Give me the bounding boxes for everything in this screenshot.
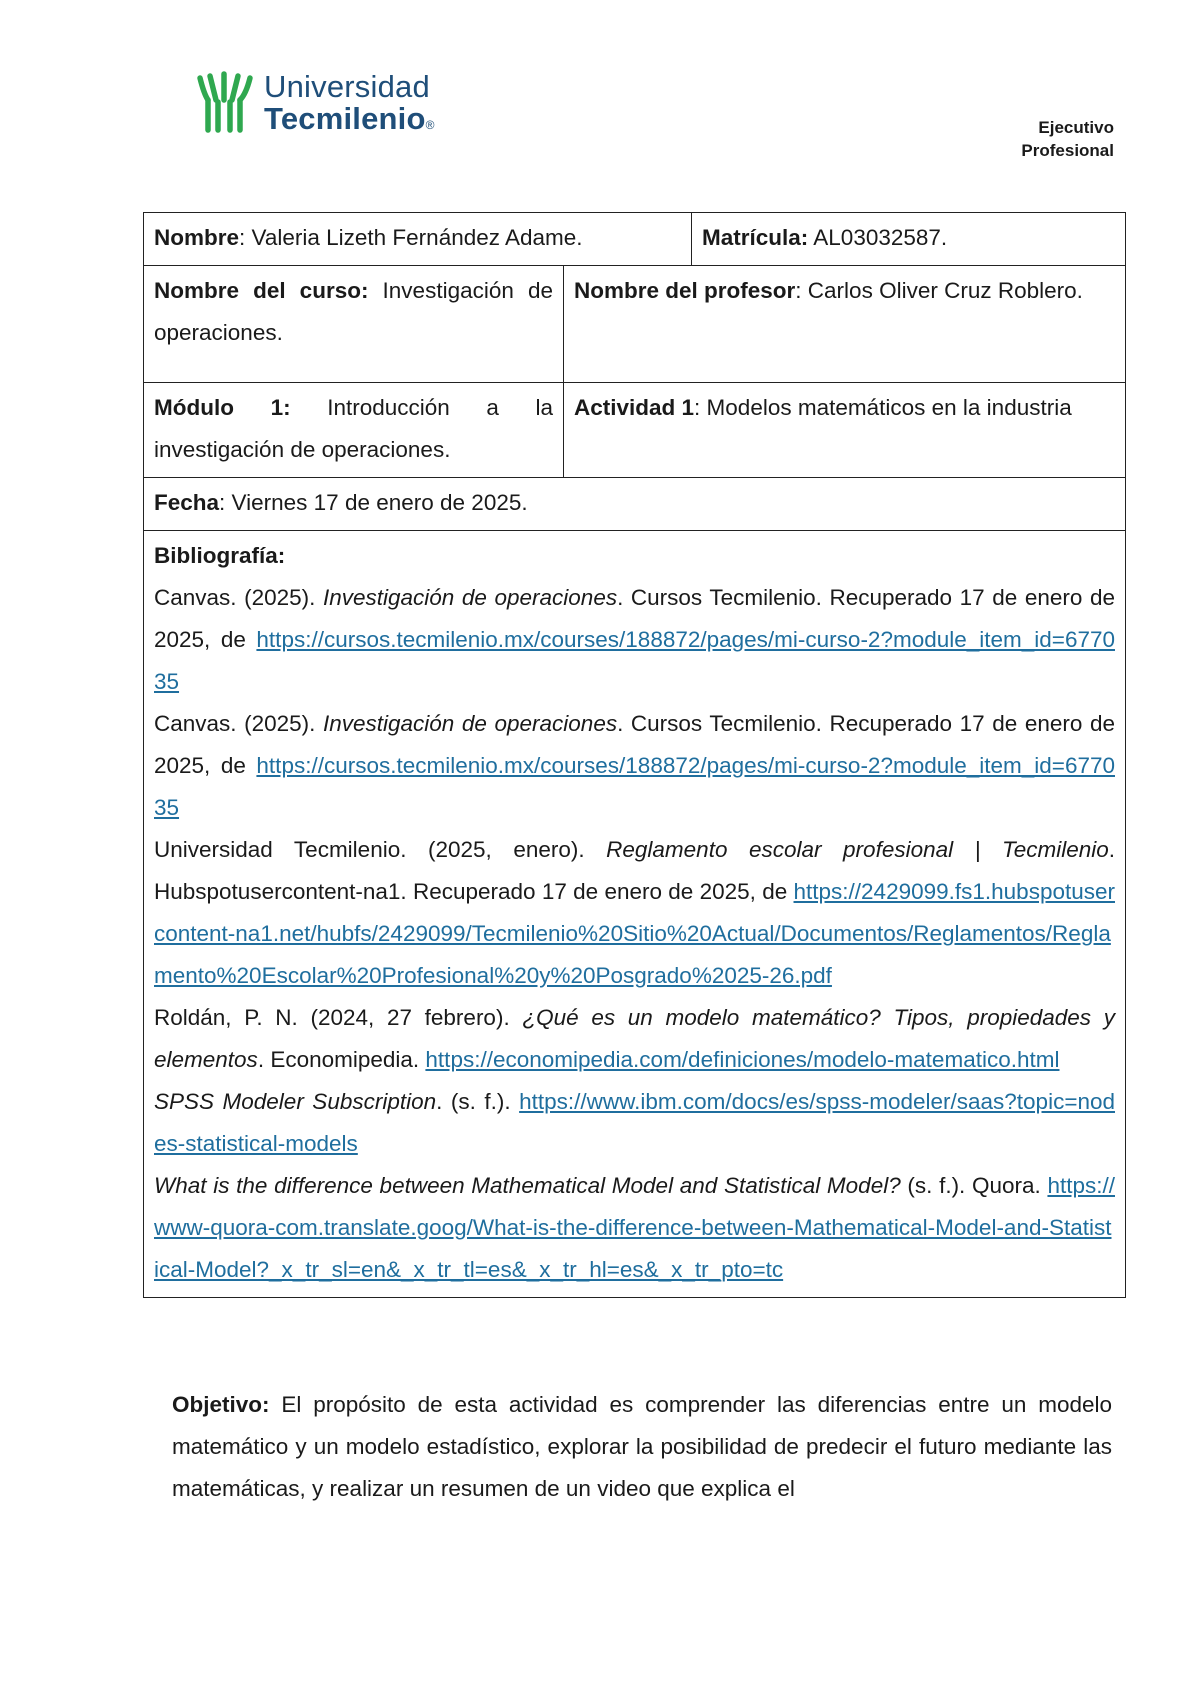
table-row xyxy=(144,383,1126,478)
objective-text: El propósito de esta actividad es comprender las diferencias entre un modelo matemático y un modelo estadístico, explorar la posibilidad de predecir el futuro mediante las matemáticas, y realizar un resumen de un video que explica el xyxy=(172,1392,1112,1501)
bibliography-entry xyxy=(154,577,1115,703)
program-line-1: Ejecutivo xyxy=(1038,118,1114,137)
logo-tecmilenio-text: Tecmilenio xyxy=(264,101,426,136)
bibliography-entry-title: What is the difference between Mathematical Model and Statistical Model? xyxy=(154,1173,901,1198)
bibliography-entry-prefix: Roldán, P. N. (2024, 27 febrero). xyxy=(154,1005,523,1030)
table-row xyxy=(144,266,1126,383)
bibliography-entry-source: . Economipedia. xyxy=(257,1047,426,1072)
bibliography-entry-title: ¿Qué es un modelo matemático? Tipos, propiedades y elementos xyxy=(154,1005,1115,1072)
bibliography-entry xyxy=(154,1081,1115,1165)
course-value: Investigación de operaciones. xyxy=(154,278,553,345)
bibliography-entry-source: . (s. f.). xyxy=(436,1089,520,1114)
bibliography-entry-link[interactable]: https://www.ibm.com/docs/es/spss-modeler/saas?topic=nodes-statistical-models xyxy=(154,1089,1115,1156)
matricula-value: AL03032587. xyxy=(808,225,948,250)
student-info-table xyxy=(143,212,1126,1298)
module-label: Módulo 1: xyxy=(154,395,291,420)
activity-value: : Modelos matemáticos en la industria xyxy=(694,395,1072,420)
bibliography-entry-title: Reglamento escolar profesional | Tecmilenio xyxy=(606,837,1109,862)
bibliography-entry-source: . Cursos Tecmilenio. Recuperado 17 de enero de 2025, de xyxy=(154,711,1115,778)
name-label: Nombre xyxy=(154,225,240,250)
logo-line-tecmilenio xyxy=(264,103,435,135)
university-logo xyxy=(194,70,435,136)
course-cell xyxy=(144,266,564,383)
bibliography-entry-link[interactable]: https://cursos.tecmilenio.mx/courses/188872/pages/mi-curso-2?module_item_id=677035 xyxy=(154,627,1115,694)
program-line-2: Profesional xyxy=(1021,141,1114,160)
table-row xyxy=(144,531,1126,1298)
bibliography-entry xyxy=(154,997,1115,1081)
bibliography-entry-prefix: Universidad Tecmilenio. (2025, enero). xyxy=(154,837,607,862)
bibliography-entry-link[interactable]: https://2429099.fs1.hubspotusercontent-na1.net/hubfs/2429099/Tecmilenio%20Sitio%20Actual/Documentos/Reglamentos/Reglamento%20Escolar%20Profesional%20y%20Posgrado%2025-26.pdf xyxy=(154,879,1115,988)
bibliography-cell xyxy=(144,531,1126,1298)
name-value: : Valeria Lizeth Fernández Adame. xyxy=(239,225,583,250)
objective-paragraph xyxy=(172,1384,1112,1510)
logo-wordmark xyxy=(264,71,435,134)
date-label: Fecha xyxy=(154,490,220,515)
bibliography-entry xyxy=(154,829,1115,997)
bibliography-entry xyxy=(154,1165,1115,1291)
table-row xyxy=(144,213,1126,266)
bibliography-entry-link[interactable]: https://www-quora-com.translate.goog/What-is-the-difference-between-Mathematical-Model-and-Statistical-Model?_x_tr_sl=en&_x_tr_tl=es&_x_tr_hl=es&_x_tr_pto=tc xyxy=(154,1173,1115,1282)
tecmilenio-leaf-icon xyxy=(194,70,256,136)
bibliography-heading: Bibliografía: xyxy=(154,543,286,568)
module-cell xyxy=(144,383,564,478)
matricula-label: Matrícula: xyxy=(702,225,809,250)
bibliography-entry-title: SPSS Modeler Subscription xyxy=(154,1089,437,1114)
activity-cell xyxy=(564,383,1126,478)
registered-mark: ® xyxy=(425,118,435,132)
professor-value: : Carlos Oliver Cruz Roblero. xyxy=(795,278,1083,303)
bibliography-entry-title: Investigación de operaciones xyxy=(322,585,618,610)
professor-label: Nombre del profesor xyxy=(574,278,796,303)
date-value: : Viernes 17 de enero de 2025. xyxy=(219,490,528,515)
bibliography-entry-source: . Cursos Tecmilenio. Recuperado 17 de enero de 2025, de xyxy=(154,585,1115,652)
bibliography-entry-prefix: Canvas. (2025). xyxy=(154,711,323,736)
table-row xyxy=(144,478,1126,531)
objective-label: Objetivo: xyxy=(172,1392,270,1417)
bibliography-entry-link[interactable]: https://cursos.tecmilenio.mx/courses/188872/pages/mi-curso-2?module_item_id=677035 xyxy=(154,753,1115,820)
bibliography-entry-prefix: Canvas. (2025). xyxy=(154,585,323,610)
name-cell xyxy=(144,213,692,266)
date-cell xyxy=(144,478,1126,531)
bibliography-list xyxy=(154,577,1115,1291)
bibliography-entry xyxy=(154,703,1115,829)
bibliography-entry-source: (s. f.). Quora. xyxy=(900,1173,1048,1198)
activity-label: Actividad 1 xyxy=(574,395,695,420)
logo-line-universidad: Universidad xyxy=(264,69,430,105)
bibliography-entry-link[interactable]: https://economipedia.com/definiciones/modelo-matematico.html xyxy=(425,1047,1060,1072)
professor-cell xyxy=(564,266,1126,383)
matricula-cell xyxy=(692,213,1126,266)
bibliography-entry-title: Investigación de operaciones xyxy=(322,711,618,736)
bibliography-entry-source: . Hubspotusercontent-na1. Recuperado 17 de enero de 2025, de xyxy=(154,837,1115,904)
program-label xyxy=(1021,116,1114,162)
module-value: Introducción a la investigación de operaciones. xyxy=(154,395,554,462)
course-label: Nombre del curso: xyxy=(154,278,369,303)
